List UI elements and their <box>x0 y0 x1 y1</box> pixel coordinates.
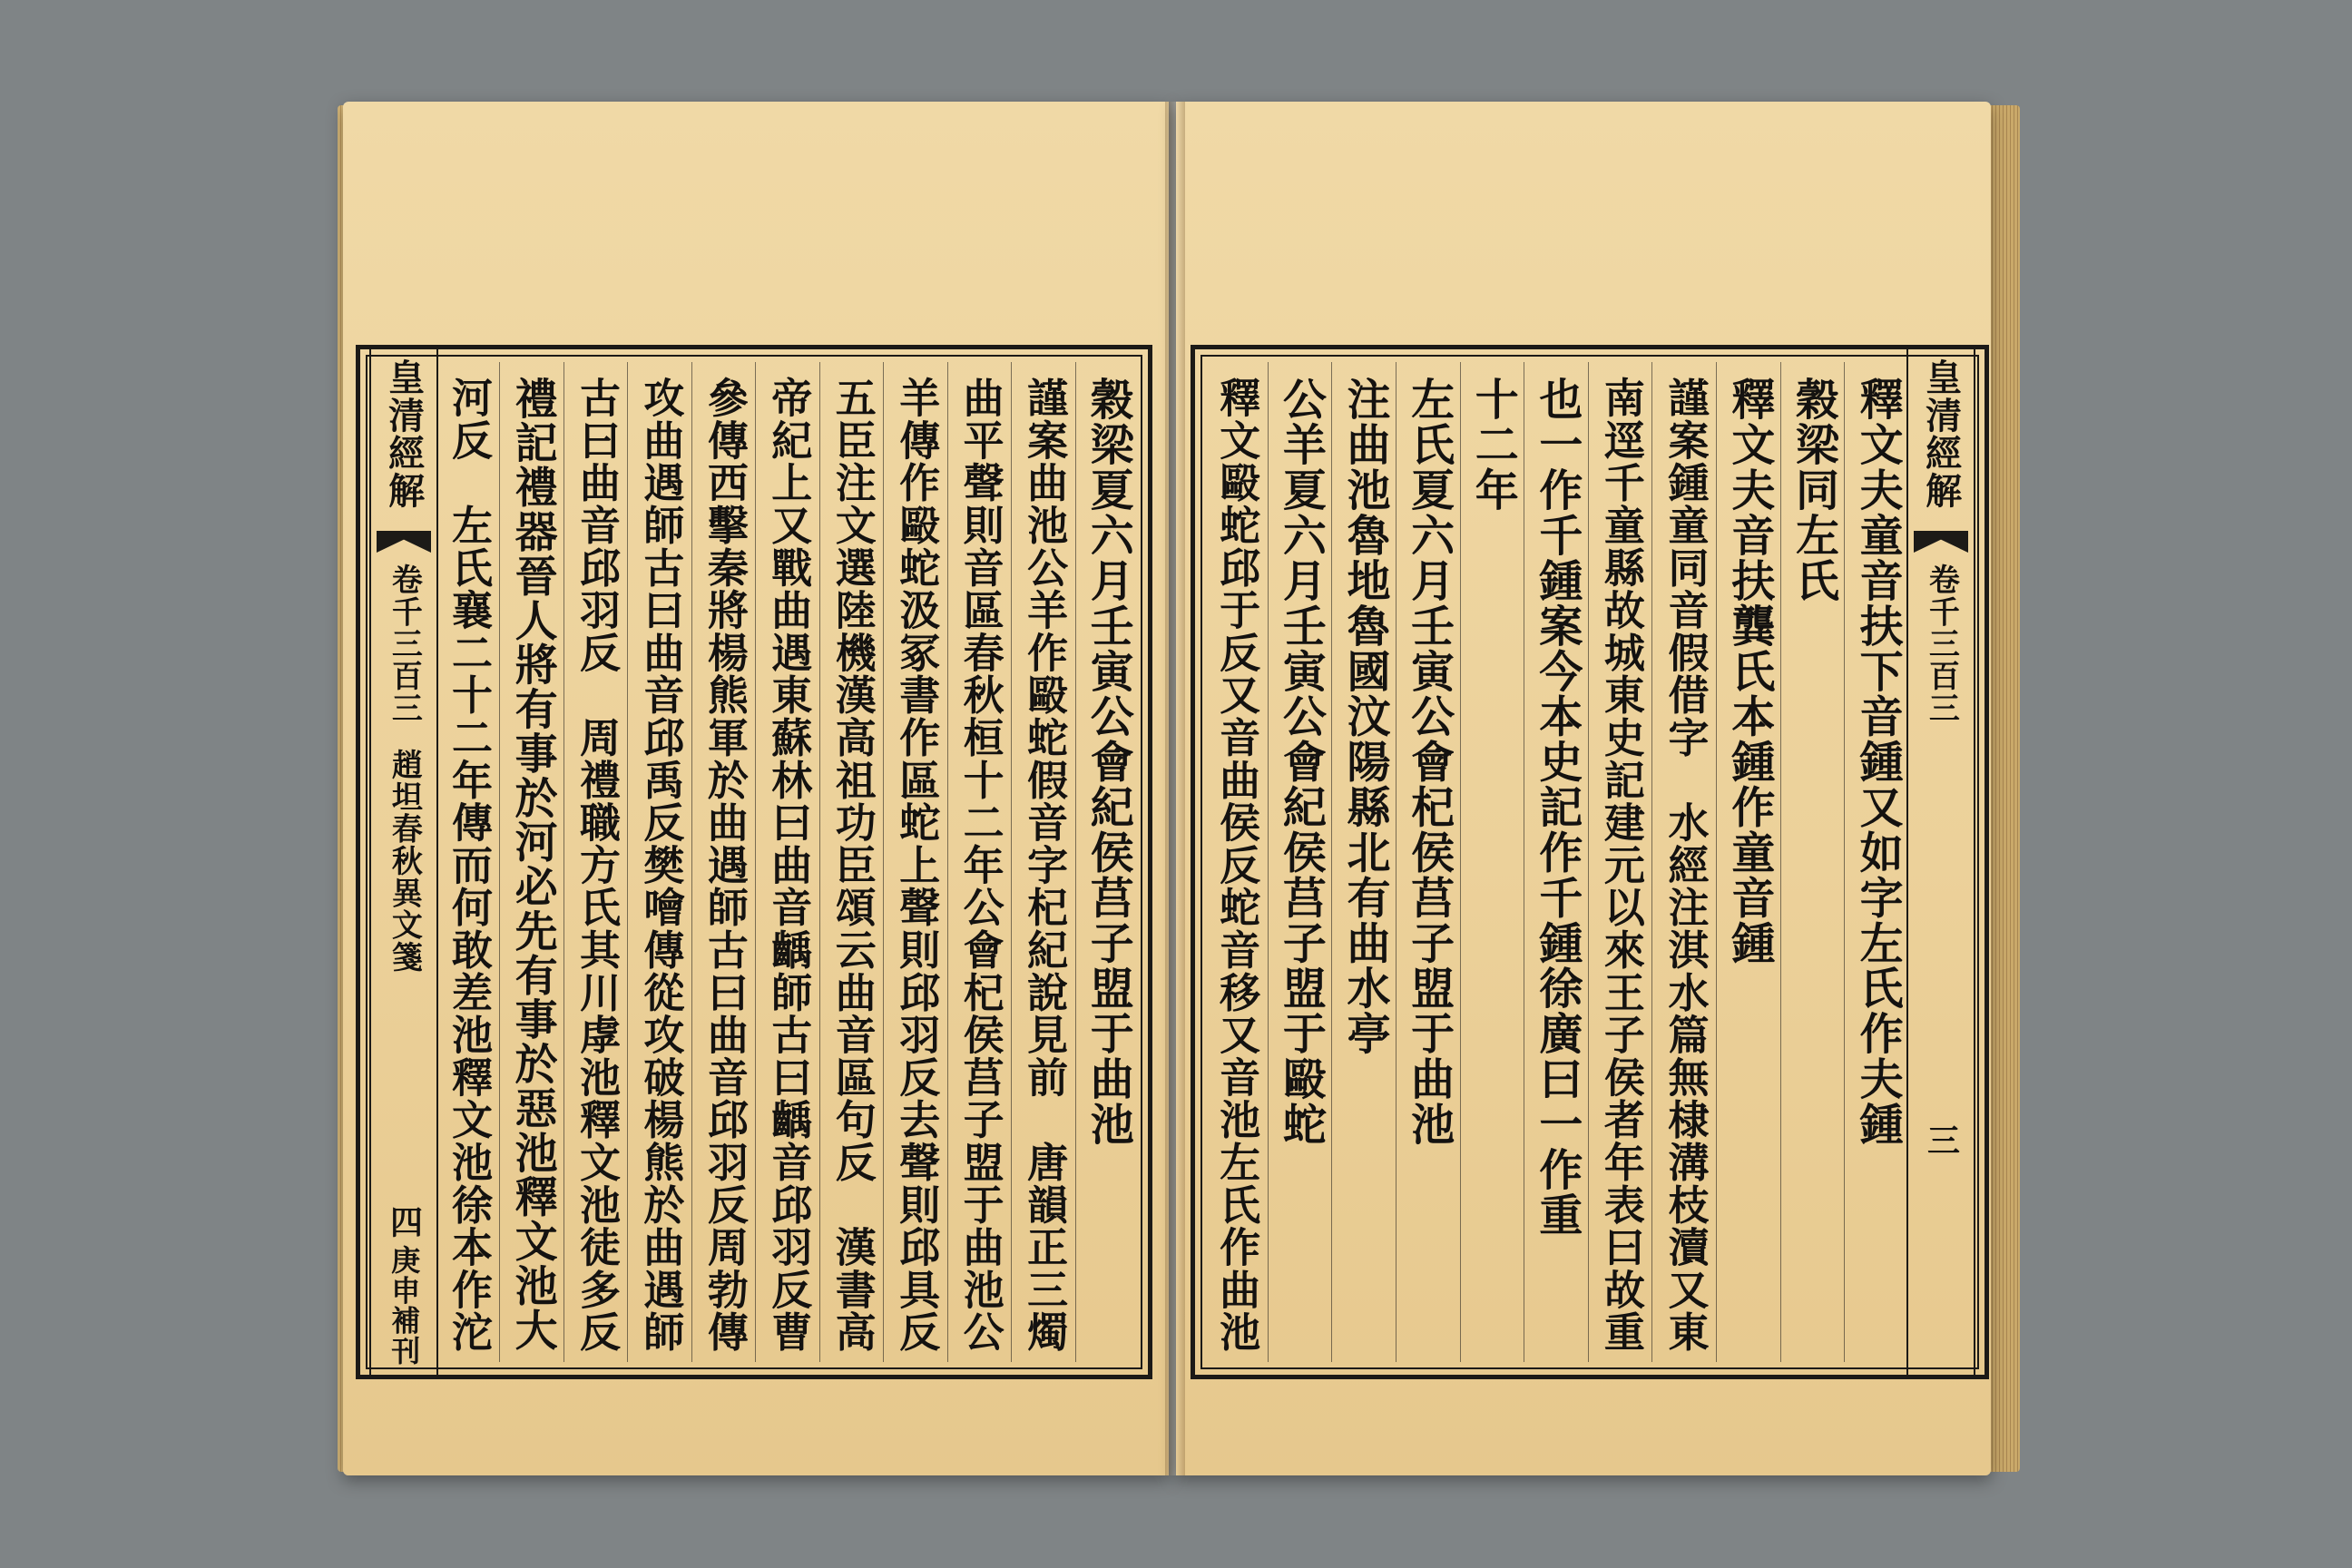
left-column-11 <box>436 362 499 1362</box>
left-spine-title: 皇清經解 <box>382 358 426 510</box>
right-page-edges <box>1989 105 2020 1472</box>
left-column-5 <box>819 362 883 1362</box>
left-spine-volume-wrap <box>371 564 436 724</box>
right-column-8-text: 左氏夏六月壬寅公會杞侯莒子盟于曲池 <box>1403 377 1455 1147</box>
left-column-6 <box>755 362 818 1362</box>
left-column-6-text: 帝紀上又戰曲遇東蘇林曰曲音齲師古曰齲音邱羽反曹 <box>764 377 813 1354</box>
right-folio-wrap <box>1908 1123 1974 1157</box>
left-reprint-wrap <box>371 1245 436 1366</box>
right-column-6 <box>1524 362 1588 1362</box>
left-column-1 <box>1075 362 1139 1362</box>
left-spine-subtitle: 趙坦春秋異文箋 <box>386 749 423 974</box>
left-column-9-text: 古曰曲音邱羽反 周禮職方氏其川虖池釋文池徒多反 <box>572 377 621 1354</box>
left-column-10 <box>499 362 563 1362</box>
right-column-7-text: 十二年 <box>1467 377 1519 513</box>
right-column-7 <box>1460 362 1524 1362</box>
right-column-2 <box>1780 362 1845 1362</box>
left-text-frame <box>356 345 1152 1379</box>
right-column-8 <box>1396 362 1460 1362</box>
book-gutter <box>1165 102 1185 1475</box>
left-column-1-text: 穀梁夏六月壬寅公會紀侯莒子盟于曲池 <box>1083 377 1134 1147</box>
left-column-3 <box>947 362 1011 1362</box>
left-spine-volume: 卷千三百三 <box>386 564 423 724</box>
left-column-11-text: 河反 左氏襄二十二年傳而何敢差池釋文池徐本作沱 <box>445 377 494 1354</box>
right-column-11 <box>1204 362 1268 1362</box>
right-folio-number: 三 <box>1922 1122 1961 1157</box>
left-fish-tail-mark <box>377 531 431 553</box>
right-spine-title: 皇清經解 <box>1919 358 1963 510</box>
right-spine-header <box>1908 358 1974 509</box>
right-spine-volume-wrap <box>1908 564 1974 724</box>
right-column-11-text: 釋文毆蛇邱于反又音曲侯反蛇音移又音池左氏作曲池 <box>1212 377 1261 1354</box>
right-column-10 <box>1268 362 1332 1362</box>
right-column-1 <box>1844 362 1908 1362</box>
left-column-8 <box>627 362 691 1362</box>
right-fish-tail-mark <box>1914 531 1968 553</box>
left-folio-wrap <box>371 1205 436 1239</box>
left-column-7 <box>691 362 755 1362</box>
right-column-2-text: 穀梁同左氏 <box>1788 377 1839 603</box>
left-column-3-text: 曲平聲則音區春秋桓十二年公會杞侯莒子盟于曲池公 <box>956 377 1004 1354</box>
right-column-3 <box>1716 362 1780 1362</box>
right-column-10-text: 公羊夏六月壬寅公會紀侯莒子盟于毆蛇 <box>1275 377 1327 1147</box>
right-spine-column <box>1906 349 1975 1375</box>
left-column-2 <box>1011 362 1074 1362</box>
right-spine-volume: 卷千三百三 <box>1923 564 1960 724</box>
right-column-1-text: 釋文夫童音扶下音鍾又如字左氏作夫鍾 <box>1852 377 1904 1147</box>
left-spine-header <box>371 358 436 509</box>
right-columns <box>1204 362 1908 1362</box>
left-column-7-text: 參傳西擊秦將楊熊軍於曲遇師古曰曲音邱羽反周勃傳 <box>700 377 749 1354</box>
left-column-4-text: 羊傳作毆蛇汲冢書作區蛇上聲則邱羽反去聲則邱具反 <box>892 377 941 1354</box>
right-column-9 <box>1331 362 1396 1362</box>
left-columns <box>436 362 1139 1362</box>
right-column-9-text: 注曲池魯地魯國汶陽縣北有曲水亭 <box>1338 377 1390 1056</box>
right-column-3-text: 釋文夫音扶龔氏本鍾作童音鍾 <box>1723 377 1775 965</box>
right-column-4-text: 謹案鍾童同音假借字 水經注淇水篇無棣溝枝瀆又東 <box>1661 377 1710 1354</box>
right-column-6-text: 也一作千鍾案今本史記作千鍾徐廣曰一作重 <box>1531 377 1583 1238</box>
left-column-10-text: 禮記禮器晉人將有事於河必先有事於惡池釋文池大 <box>507 377 558 1353</box>
right-text-frame <box>1191 345 1989 1379</box>
left-column-2-text: 謹案曲池公羊作毆蛇假音字杞紀說見前 唐韻正三燭 <box>1020 377 1069 1354</box>
left-folio-number: 四 <box>385 1204 424 1239</box>
right-column-5-text: 南逕千童縣故城東史記建元以來王子侯者年表曰故重 <box>1596 377 1645 1354</box>
right-column-4 <box>1651 362 1716 1362</box>
left-reprint-note: 庚申補刊 <box>387 1244 422 1366</box>
left-column-5-text: 五臣注文選陸機漢高祖功臣頌云曲音區句反 漢書高 <box>828 377 877 1354</box>
left-column-8-text: 攻曲遇師古曰曲音邱禹反樊噲傳從攻破楊熊於曲遇師 <box>636 377 685 1354</box>
left-spine-subtitle-wrap <box>371 749 436 974</box>
left-column-4 <box>883 362 946 1362</box>
left-spine-column <box>369 349 438 1375</box>
right-column-5 <box>1588 362 1652 1362</box>
left-column-9 <box>564 362 627 1362</box>
